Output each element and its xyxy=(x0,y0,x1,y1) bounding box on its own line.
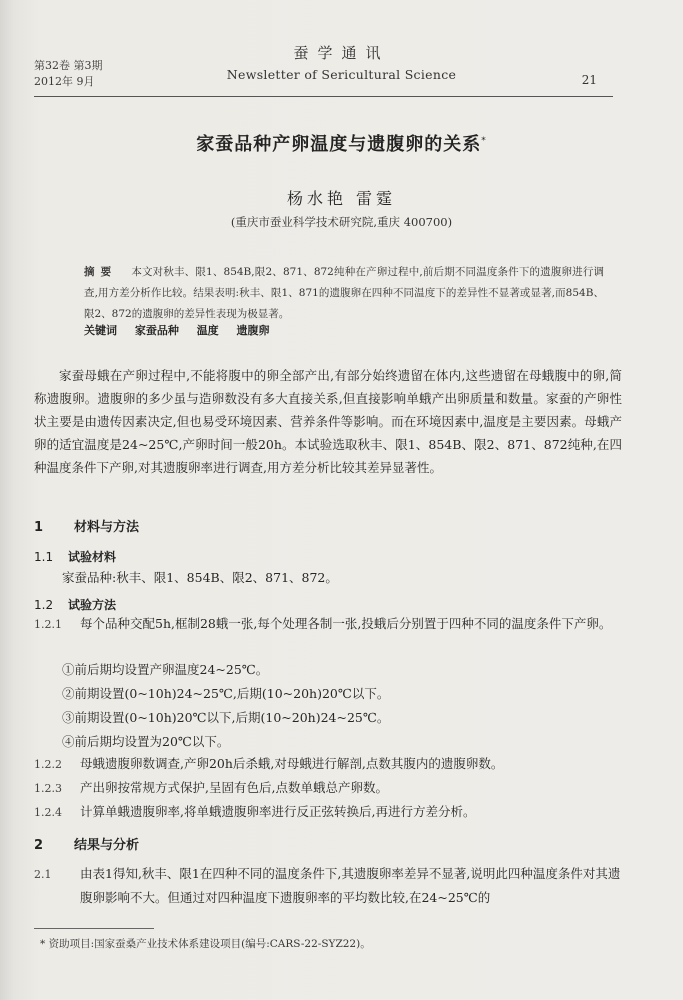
subsection-heading xyxy=(34,596,116,613)
volume-issue: 第32卷 第3期 xyxy=(34,59,103,72)
subsection-heading xyxy=(34,548,116,565)
section-title: 材料与方法 xyxy=(74,520,140,535)
subsection-number: 1.1 xyxy=(34,550,54,564)
abstract-label: 摘要 xyxy=(84,266,118,278)
article-title xyxy=(0,130,683,156)
method-paragraph xyxy=(34,800,622,824)
keyword-item: 温度 xyxy=(196,324,219,337)
section-number: 1 xyxy=(34,520,44,535)
paragraph-text: 由表1得知,秋丰、限1在四种不同的温度条件下,其遗腹卵率差异不显著,说明此四种温度条件对其遗腹卵影响不大。但通过对四种温度下遗腹卵率的平均数比较,在24~25℃的 xyxy=(80,866,621,905)
keywords xyxy=(84,322,284,338)
section-title: 结果与分析 xyxy=(74,838,140,853)
section-heading xyxy=(34,834,139,853)
paragraph-number: 1.2.1 xyxy=(34,618,62,631)
condition-item: ②前期设置(0~10h)24~25℃,后期(10~20h)20℃以下。 xyxy=(62,686,390,701)
article-title-text: 家蚕品种产卵温度与遗腹卵的关系 xyxy=(196,134,482,155)
subsection-title: 试验方法 xyxy=(68,598,117,612)
author-list: 杨水艳 雷霆 xyxy=(286,189,397,208)
footnote: * 资助项目:国家蚕桑产业技术体系建设项目(编号:CARS-22-SYZ22)。 xyxy=(40,938,371,950)
paragraph-text: 母蛾遗腹卵数调查,产卵20h后杀蛾,对母蛾进行解剖,点数其腹内的遗腹卵数。 xyxy=(80,756,504,771)
section-number: 2 xyxy=(34,838,44,853)
paragraph-number: 2.1 xyxy=(34,868,52,881)
condition-item: ④前后期均设置为20℃以下。 xyxy=(62,734,230,749)
paragraph-number: 1.2.4 xyxy=(34,806,62,819)
intro-paragraph: 家蚕母蛾在产卵过程中,不能将腹中的卵全部产出,有部分始终遗留在体内,这些遗留在母蛾腹中的卵,简称遗腹卵。遗腹卵的多少虽与造卵数没有多大直接关系,但直接影响单蛾产出卵质量和数量。家蚕的产卵性状主要是由遗传因素决定,但也易受环境因素、营养条件等影响。而在环境因素中,温度是主要因素。母蛾产卵的适宜温度是24~25℃,产卵时间一般20h。本试验选取秋丰、限1、854B、限2、871、872纯种,在四种温度条件下产卵,对其遗腹卵率进行调查,用方差分析比较其差异显著性。 xyxy=(34,368,622,475)
abstract xyxy=(84,262,604,325)
abstract-text: 本文对秋丰、限1、854B,限2、871、872纯种在产卵过程中,前后期不同温度条件下的遗腹卵进行调查,用方差分析作比较。结果表明:秋丰、限1、871的遗腹卵在四种不同温度下的差异性不显著或显著,而854B、限2、872的遗腹卵的差异性表现为极显著。 xyxy=(84,266,605,320)
page-number: 21 xyxy=(581,73,597,87)
journal-title-en: Newsletter of Sericultural Science xyxy=(226,67,457,82)
condition-item: ③前期设置(0~10h)20℃以下,后期(10~20h)24~25℃。 xyxy=(62,710,390,725)
journal-title-cn: 蚕学通讯 xyxy=(293,44,390,62)
material-list: 家蚕品种:秋丰、限1、854B、限2、871、872。 xyxy=(62,570,338,585)
author-affiliation: (重庆市蚕业科学技术研究院,重庆 400700) xyxy=(230,215,453,229)
paragraph-text: 计算单蛾遗腹卵率,将单蛾遗腹卵率进行反正弦转换后,再进行方差分析。 xyxy=(80,804,476,819)
paragraph-text: 产出卵按常规方式保护,呈固有色后,点数单蛾总产卵数。 xyxy=(80,780,388,795)
keyword-item: 家蚕品种 xyxy=(134,324,179,337)
method-paragraph xyxy=(34,752,622,776)
paragraph-number: 1.2.2 xyxy=(34,758,62,771)
method-paragraph xyxy=(34,612,622,636)
subsection-number: 1.2 xyxy=(34,598,54,612)
footnote-divider xyxy=(34,928,154,929)
results-paragraph xyxy=(34,862,622,909)
condition-item: ①前后期均设置产卵温度24~25℃。 xyxy=(62,662,269,677)
publication-date: 2012年 9月 xyxy=(34,75,95,88)
keyword-item: 遗腹卵 xyxy=(236,324,270,337)
keywords-label: 关键词 xyxy=(84,324,117,337)
method-paragraph xyxy=(34,776,622,800)
footnote-marker: * xyxy=(481,136,487,146)
paragraph-number: 1.2.3 xyxy=(34,782,62,795)
paragraph-text: 每个品种交配5h,框制28蛾一张,每个处理各制一张,投蛾后分别置于四种不同的温度条件下产卵。 xyxy=(80,616,612,631)
journal-header xyxy=(0,42,683,82)
header-divider xyxy=(34,96,613,97)
subsection-title: 试验材料 xyxy=(68,550,117,564)
section-heading xyxy=(34,516,139,535)
